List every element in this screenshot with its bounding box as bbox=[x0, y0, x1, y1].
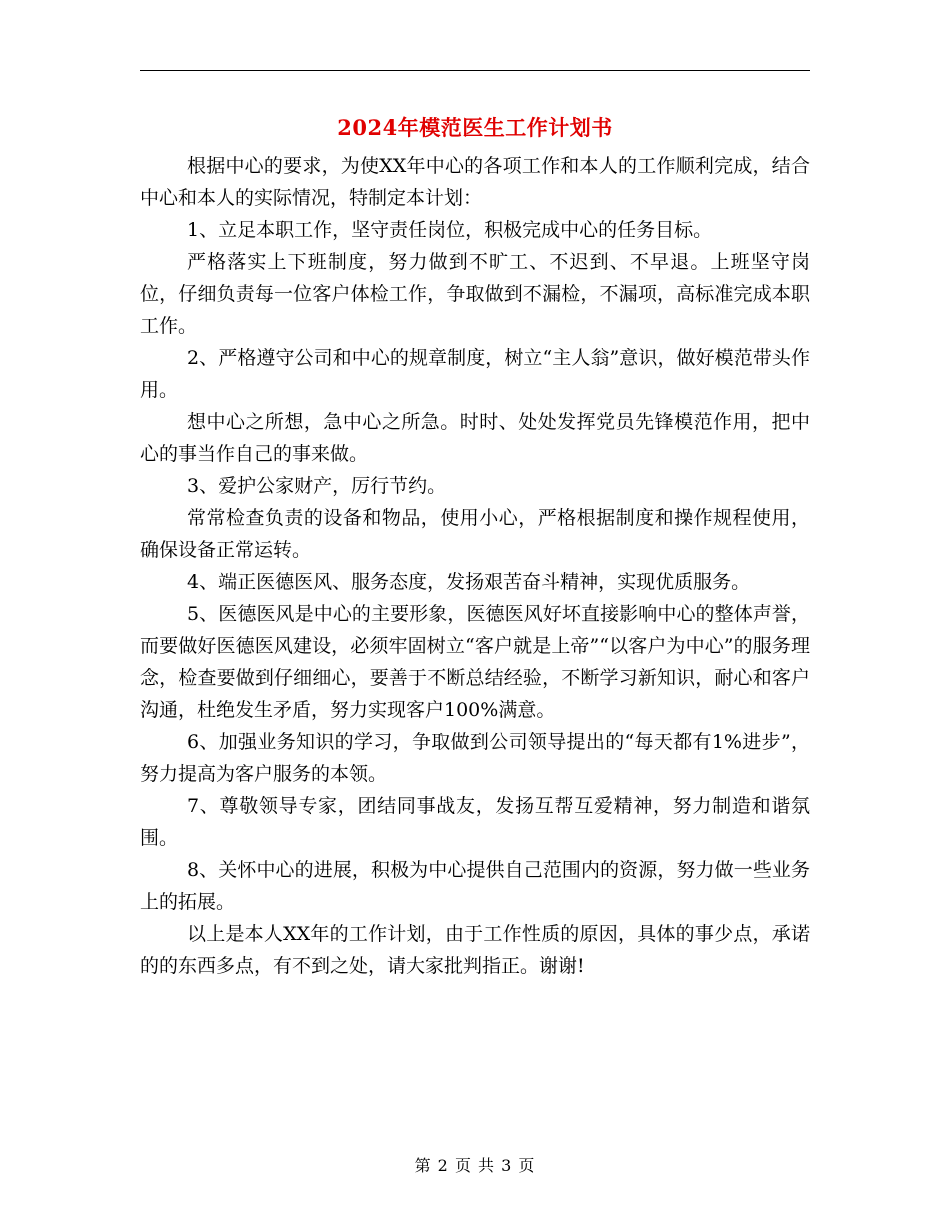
paragraph: 1、立足本职工作，坚守责任岗位，积极完成中心的任务目标。 bbox=[187, 219, 713, 241]
document-title: 2024年模范医生工作计划书 bbox=[337, 115, 613, 140]
paragraph: 7、尊敬领导专家，团结同事战友，发扬互帮互爱精神，努力制造和谐氛围。 bbox=[140, 795, 810, 849]
paragraph: 根据中心的要求，为使XX年中心的各项工作和本人的工作顺利完成，结合中心和本人的实际情况，特制定本计划： bbox=[140, 155, 810, 209]
paragraph: 4、端正医德医风、服务态度，发扬艰苦奋斗精神，实现优质服务。 bbox=[187, 571, 751, 593]
page-footer: 第 2 页 共 3 页 bbox=[414, 1156, 536, 1175]
paragraph: 3、爱护公家财产，厉行节约。 bbox=[187, 475, 447, 497]
paragraph: 常常检查负责的设备和物品，使用小心，严格根据制度和操作规程使用，确保设备正常运转。 bbox=[140, 507, 810, 561]
paragraph: 严格落实上下班制度，努力做到不旷工、不迟到、不早退。上班坚守岗位，仔细负责每一位客户体检工作，争取做到不漏检，不漏项，高标准完成本职工作。 bbox=[140, 251, 810, 337]
paragraph: 6、加强业务知识的学习，争取做到公司领导提出的“每天都有1%进步”，努力提高为客户服务的本领。 bbox=[140, 731, 810, 785]
paragraph: 2、严格遵守公司和中心的规章制度，树立“主人翁”意识，做好模范带头作用。 bbox=[140, 347, 810, 401]
paragraph: 8、关怀中心的进展，积极为中心提供自己范围内的资源，努力做一些业务上的拓展。 bbox=[140, 859, 810, 913]
document-body bbox=[140, 150, 810, 982]
header-rule bbox=[140, 70, 810, 71]
paragraph: 5、医德医风是中心的主要形象，医德医风好坏直接影响中心的整体声誉，而要做好医德医风建设，必须牢固树立“客户就是上帝”“以客户为中心”的服务理念，检查要做到仔细细心，要善于不断总结经验，不断学习新知识，耐心和客户沟通，杜绝发生矛盾，努力实现客户100%满意。 bbox=[140, 603, 810, 721]
paragraph: 以上是本人XX年的工作计划，由于工作性质的原因，具体的事少点，承诺的的东西多点，有不到之处，请大家批判指正。谢谢! bbox=[140, 923, 810, 977]
paragraph: 想中心之所想，急中心之所急。时时、处处发挥党员先锋模范作用，把中心的事当作自己的事来做。 bbox=[140, 411, 810, 465]
